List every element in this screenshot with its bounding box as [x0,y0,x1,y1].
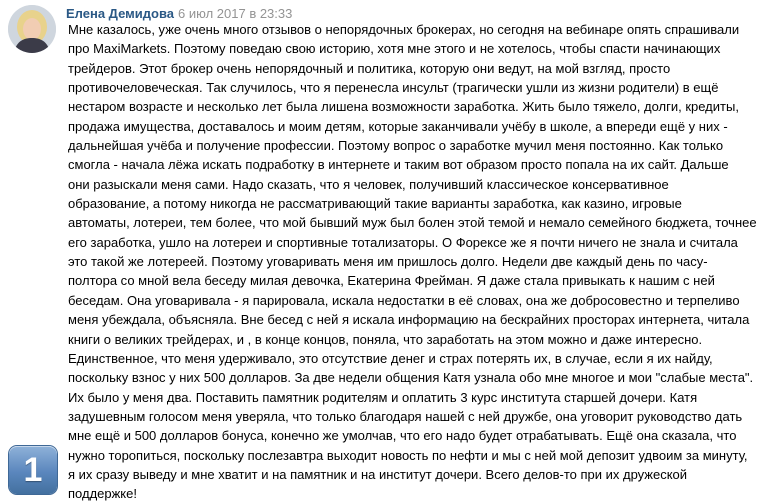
comment-line: нужно торопиться, поскольку послезавтра выходит новость по нефти и мы с ней мой депозит удвоим за минуту, [68,447,748,463]
comment-line: поддержке! [68,486,137,502]
author-avatar[interactable] [8,5,56,53]
comment-line: Единственное, что меня удерживало, это отсутствие денег и страх потерять их, в случае, если я их найду, [68,350,713,366]
number-badge: 1 [9,446,57,494]
author-name-link[interactable]: Елена Демидова [66,6,175,21]
comment-line: задушевным голосом меня уверяла, что только благодаря нашей с ней дружбе, она уговорит руководство дать [68,408,743,424]
comment-line: его заработка, ушло на лотереи и спортивные тотализаторы. О Форексе же я почти ничего не знала и считала [68,234,738,250]
comment-line: образование, а потому никогда не рассматривающий такие варианты заработка, как казино, игровые [68,196,682,212]
comment-line: смогла - начала лёжа искать подработку в интернете и таким вот образом просто попала на их сайт. Дальше [68,157,729,173]
comment-text [68,20,764,504]
comment-line: противочеловеческая. Так случилось, что я перенесла инсульт (трагически ушли из жизни родители) в ещё [68,80,719,96]
comment-line: про MaxiMarkets. Поэтому поведаю свою историю, хотя мне этого и не хотелось, чтобы спасти начинающих [68,41,721,57]
comment-line: продажа имущества, доставалось и моим детям, которые заканчивали учёбу в школе, а впереди ещё у них - [68,118,728,134]
comment-line: дальнейшая учёба и получение профессии. Поэтому вопрос о заработке мучил меня постоянно. Как только [68,138,724,154]
comment-line: нестаром возрасте и несколько лет была лишена возможности заработка. Жить было тяжело, долги, кредиты, [68,99,739,115]
comment-line: Мне казалось, уже очень много отзывов о непорядочных брокерах, но сегодня на вебинаре опять спрашивали [68,22,740,37]
comment-line: полтора со мной вела беседу милая девочка, Екатерина Фрейман. Я даже стала привыкать к нашим с ней [68,273,715,289]
comment-line: книги о великих трейдерах, и , в конце концов, поняла, что заработать на этом можно и даже интересно. [68,331,703,347]
avatar-photo [8,5,56,53]
comment-line: Их было у меня два. Поставить памятник родителям и оплатить 3 курс института старшей дочери. Катя [68,389,698,405]
comment-line: мне ещё и 500 долларов бонуса, конечно же умолчав, что его надо будет отрабатывать. Ещё она сказала, что [68,428,737,444]
comment-line: поскольку взнос у них 500 долларов. За две недели общения Катя узнала обо мне многое и мои "слабые места". [68,370,754,386]
comment-line: я их сразу выведу и мне хватит и на памятник и на институт дочери. Всего делов-то при их дружеской [68,466,688,482]
comment-line: беседам. Она уговаривала - я парировала, искала недостатки в её словах, она же добросовестно и терпеливо [68,292,740,308]
comment-line: они разыскали меня сами. Надо сказать, что я человек, получивший классическое консервативное [68,176,669,192]
comment-line: это такой же лотереей. Поэтому уговаривать меня им пришлось долго. Недели две каждый день по часу- [68,254,708,270]
comment-line: трейдеров. Этот брокер очень непорядочный и политика, которую они ведут, на мой взгляд, просто [68,60,671,76]
comment-line: автоматы, лотереи, тем более, что мой бывший муж был болен этой темой и немало семейного бюджета, точнее [68,215,757,231]
comment-date-link[interactable]: 6 июл 2017 в 23:33 [178,6,293,21]
comment-line: меня убеждала, объясняла. Вне бесед с ней я искала информацию на бескрайних просторах интернета, читала [68,312,750,328]
